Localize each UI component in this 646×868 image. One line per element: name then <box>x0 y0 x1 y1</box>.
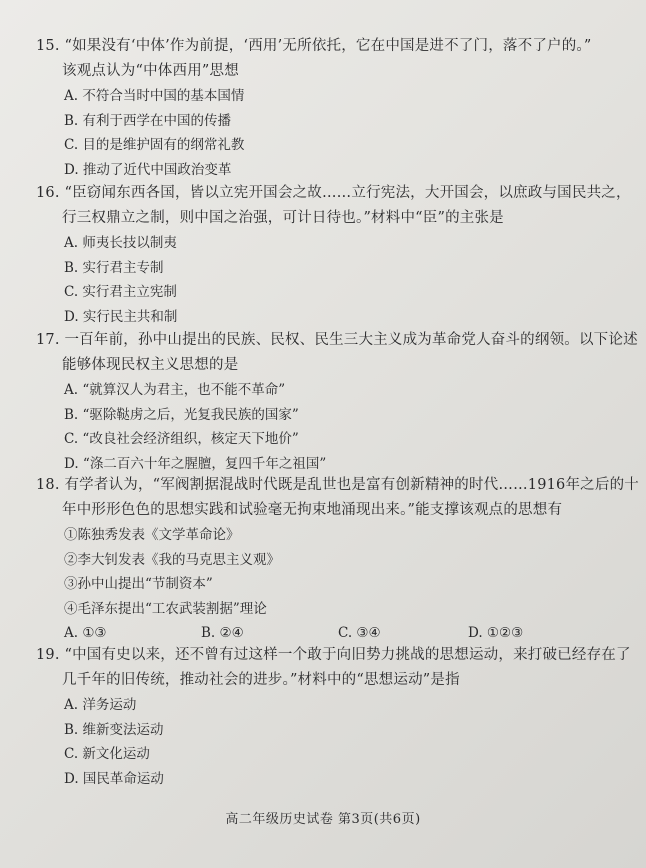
option-b: B. 有利于西学在中国的传播 <box>64 112 232 129</box>
option-b: B. “驱除鞑虏之后，光复我民族的国家” <box>64 406 299 423</box>
question-stem-line: 17. 一百年前，孙中山提出的民族、民权、民生三大主义成为革命党人奋斗的纲领。以下论述 <box>36 332 638 348</box>
option-d: D. 实行民主共和制 <box>64 308 178 325</box>
question-16 <box>36 181 636 329</box>
statement-item-1: ①陈独秀发表《文学革命论》 <box>64 527 240 543</box>
question-stem-line: 能够体现民权主义思想的是 <box>62 357 239 373</box>
question-19 <box>36 643 636 791</box>
statement-item-4: ④毛泽东提出“工农武装割据”理论 <box>64 600 267 617</box>
option-d: D. 国民革命运动 <box>64 770 164 787</box>
question-15 <box>36 34 636 182</box>
statement-item-2: ②李大钊发表《我的马克思主义观》 <box>64 551 280 568</box>
option-d: D. “涤二百六十年之腥膻，复四千年之祖国” <box>64 455 327 472</box>
option-b: B. 实行君主专制 <box>64 259 164 276</box>
option-a: A. ①③ <box>64 625 107 641</box>
statement-item-3: ③孙中山提出“节制资本” <box>64 576 213 592</box>
option-c: C. 实行君主立宪制 <box>64 284 177 300</box>
options-row <box>36 621 636 646</box>
question-stem-line: 15. “如果没有‘中体’作为前提，‘西用’无所依托，它在中国是进不了门，落不了户的。” <box>36 38 592 54</box>
page-footer: 高二年级历史试卷 第3页(共6页) <box>225 812 421 827</box>
question-stem-line: 16. “臣窃闻东西各国，皆以立宪开国会之故……立行宪法，大开国会，以庶政与国民共之， <box>36 185 631 201</box>
option-c: C. 目的是维护固有的纲常礼教 <box>64 137 245 153</box>
question-stem-line: 该观点认为“中体西用”思想 <box>62 63 239 79</box>
option-c: C. ③④ <box>338 625 381 641</box>
option-a: A. 不符合当时中国的基本国情 <box>64 88 245 104</box>
option-a: A. 师夷长技以制夷 <box>64 235 177 251</box>
question-17 <box>36 328 636 476</box>
question-stem-line: 19. “中国有史以来，还不曾有过这样一个敢于向旧势力挑战的思想运动，来打破已经存在了 <box>36 647 631 663</box>
question-18 <box>36 473 639 646</box>
option-b: B. ②④ <box>201 625 244 641</box>
option-d: D. ①②③ <box>468 625 524 641</box>
question-stem-line: 行三权鼎立之制，则中国之治强，可计日待也。”材料中“臣”的主张是 <box>62 210 504 226</box>
option-a: A. 洋务运动 <box>64 697 137 713</box>
question-stem-line: 年中形形色色的思想实践和试验毫无拘束地涌现出来。”能支撑该观点的思想有 <box>62 502 563 518</box>
option-a: A. “就算汉人为君主，也不能不革命” <box>64 382 286 398</box>
option-b: B. 维新变法运动 <box>64 721 164 738</box>
option-c: C. 新文化运动 <box>64 746 150 762</box>
option-d: D. 推动了近代中国政治变革 <box>64 161 232 178</box>
option-c: C. “改良社会经济组织，核定天下地价” <box>64 431 299 447</box>
question-stem-line: 几千年的旧传统，推动社会的进步。”材料中的“思想运动”是指 <box>62 672 460 688</box>
question-stem-line: 18. 有学者认为，“军阀割据混战时代既是乱世也是富有创新精神的时代……1916年之后的十 <box>36 477 639 493</box>
